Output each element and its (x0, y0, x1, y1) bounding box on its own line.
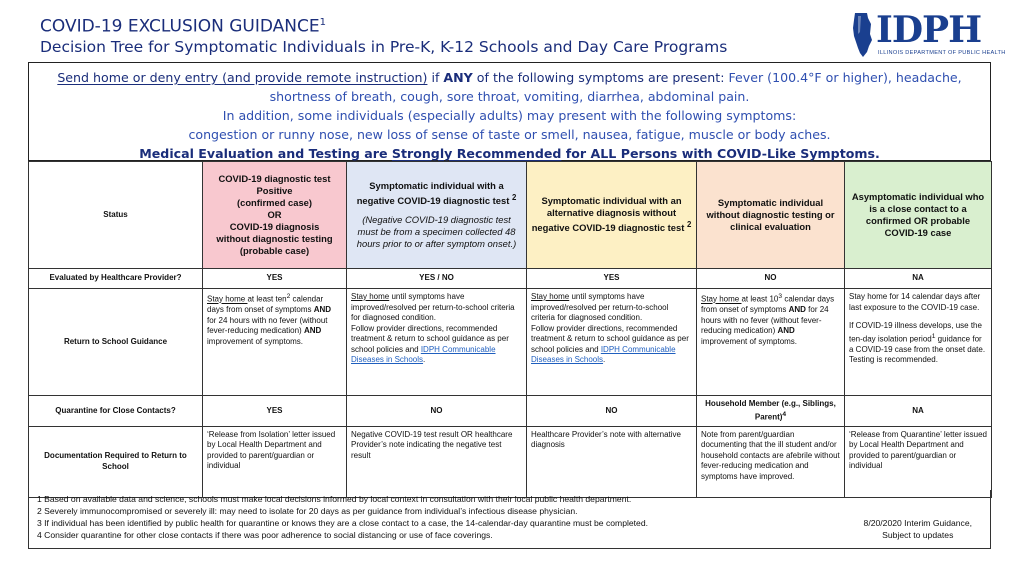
col-alternative-diagnosis: Symptomatic individual with an alternative diagnosis without negative COVID-19 diagnostic test $^2$ (527, 162, 697, 269)
col-no-testing: Symptomatic individual without diagnostic testing or clinical evaluation (697, 162, 845, 269)
banner-line-4: congestion or runny nose, new loss of sense of taste or smell, nausea, fatigue, muscle or body aches. (188, 127, 831, 142)
decision-table (28, 161, 992, 498)
footnote-2: 2 Severely immunocompromised or severely ill: may need to isolate for 20 days as per guidance from individual’s infectious disease physician. (37, 506, 578, 516)
table-cell: Stay home at least ten$^2$ calendar days from onset of symptoms AND for 24 hours with no fever (without fever-reducing medication) AND improvement of symptoms. (203, 289, 347, 396)
idph-link[interactable]: IDPH Communicable Diseases in Schools (531, 344, 676, 364)
send-home-text: Send home or deny entry (and provide remote instruction) (57, 70, 428, 85)
table-cell: Negative COVID-19 test result OR healthcare Provider’s note indicating the negative test result (347, 426, 527, 497)
documentation-label: Documentation Required to Return to School (29, 426, 203, 497)
logo-brand: IDPH (876, 9, 982, 51)
col-confirmed-case: COVID-19 diagnostic test Positive (confirmed case) OR COVID-19 diagnosis without diagnostic testing (probable case) (203, 162, 347, 269)
table-cell: YES (203, 396, 347, 427)
table-cell: NO (527, 396, 697, 427)
table-cell: Stay home for 14 calendar days after last exposure to the COVID-19 case. If COVID-19 illness develops, use the ten-day isolation period$^1$ guidance for a COVID-19 case from the onset date. Testing is recommended. (845, 289, 992, 396)
table-row (29, 289, 992, 396)
table-cell: YES / NO (347, 269, 527, 289)
col-negative-test: Symptomatic individual with a negative COVID-19 diagnostic test $^2$ (Negative COVID-19 diagnostic test must be from a specimen collected 48 hours prior to or after symptom onset.) (347, 162, 527, 269)
interim-guidance-date: 8/20/2020 Interim Guidance, Subject to updates (863, 518, 972, 540)
table-row (29, 426, 992, 497)
idph-logo (852, 10, 1004, 60)
return-guidance-label: Return to School Guidance (29, 289, 203, 396)
table-cell: NA (845, 396, 992, 427)
table-cell: Stay home at least $10^3$ calendar days from onset of symptoms AND for 24 hours with no fever (without fever-reducing medication) AND improvement of symptoms. (697, 289, 845, 396)
footnotes (28, 490, 991, 549)
banner-line-2: shortness of breath, cough, sore throat, vomiting, diarrhea, abdominal pain. (269, 89, 750, 104)
footnote-3: 3 If individual has been identified by public health for quarantine or knows they are a close contact to a case, the 14-calendar-day quarantine must be completed. (37, 518, 649, 528)
idph-link[interactable]: IDPH Communicable Diseases in Schools (351, 344, 496, 364)
page-header (40, 12, 820, 57)
logo-subtitle: ILLINOIS DEPARTMENT OF PUBLIC HEALTH (878, 50, 1006, 56)
page-subtitle: Decision Tree for Symptomatic Individuals in Pre-K, K-12 Schools and Day Care Programs (40, 37, 728, 56)
table-row (29, 396, 992, 427)
table-cell: Note from parent/guardian documenting that the ill student and/or household contacts are afebrile without fever-reducing medication and symptoms have improved. (697, 426, 845, 497)
col-asymptomatic-contact: Asymptomatic individual who is a close contact to a confirmed OR probable COVID-19 case (845, 162, 992, 269)
quarantine-label: Quarantine for Close Contacts? (29, 396, 203, 427)
symptom-banner (28, 62, 991, 161)
table-cell: Stay home until symptoms have improved/resolved per return-to-school criteria for diagnosed condition. Follow provider directions, recommended treatment & return to school guidance as per school policies and IDPH Communicable Diseases in Schools. (347, 289, 527, 396)
banner-line-5: Medical Evaluation and Testing are Strongly Recommended for ALL Persons with COVID-Like Symptoms. (139, 146, 880, 161)
table-cell: Household Member (e.g., Siblings, Parent)$^4$ (697, 396, 845, 427)
banner-line-1: Send home or deny entry (and provide remote instruction) if ANY of the following symptoms are present: Fever (100.4°F or higher), headache, (57, 70, 962, 85)
table-cell: Healthcare Provider’s note with alternative diagnosis (527, 426, 697, 497)
table-row (29, 269, 992, 289)
evaluated-label: Evaluated by Healthcare Provider? (29, 269, 203, 289)
banner-line-3: In addition, some individuals (especially adults) may present with the following symptoms: (222, 108, 797, 123)
table-cell: YES (527, 269, 697, 289)
table-cell: YES (203, 269, 347, 289)
status-label: Status (29, 162, 203, 269)
table-cell: ‘Release from Quarantine’ letter issued by Local Health Department and provided to parent/guardian or individual (845, 426, 992, 497)
page-title: COVID-19 EXCLUSION GUIDANCE$^1$ (40, 16, 327, 37)
illinois-state-icon (852, 12, 874, 58)
table-row (29, 162, 992, 269)
footnote-1: 1 Based on available data and science, schools must make local decisions informed by local context in consultation with their local public health department. (37, 494, 632, 504)
table-cell: NA (845, 269, 992, 289)
table-cell: ‘Release from Isolation’ letter issued by Local Health Department and provided to parent/guardian or individual (203, 426, 347, 497)
table-cell: Stay home until symptoms have improved/resolved per return-to-school criteria for diagnosed condition. Follow provider directions, recommended treatment & return to school guidance as per school policies and IDPH Communicable Diseases in Schools. (527, 289, 697, 396)
footnote-4: 4 Consider quarantine for other close contacts if there was poor adherence to social distancing or use of face coverings. (37, 530, 493, 540)
table-cell: NO (697, 269, 845, 289)
table-cell: NO (347, 396, 527, 427)
